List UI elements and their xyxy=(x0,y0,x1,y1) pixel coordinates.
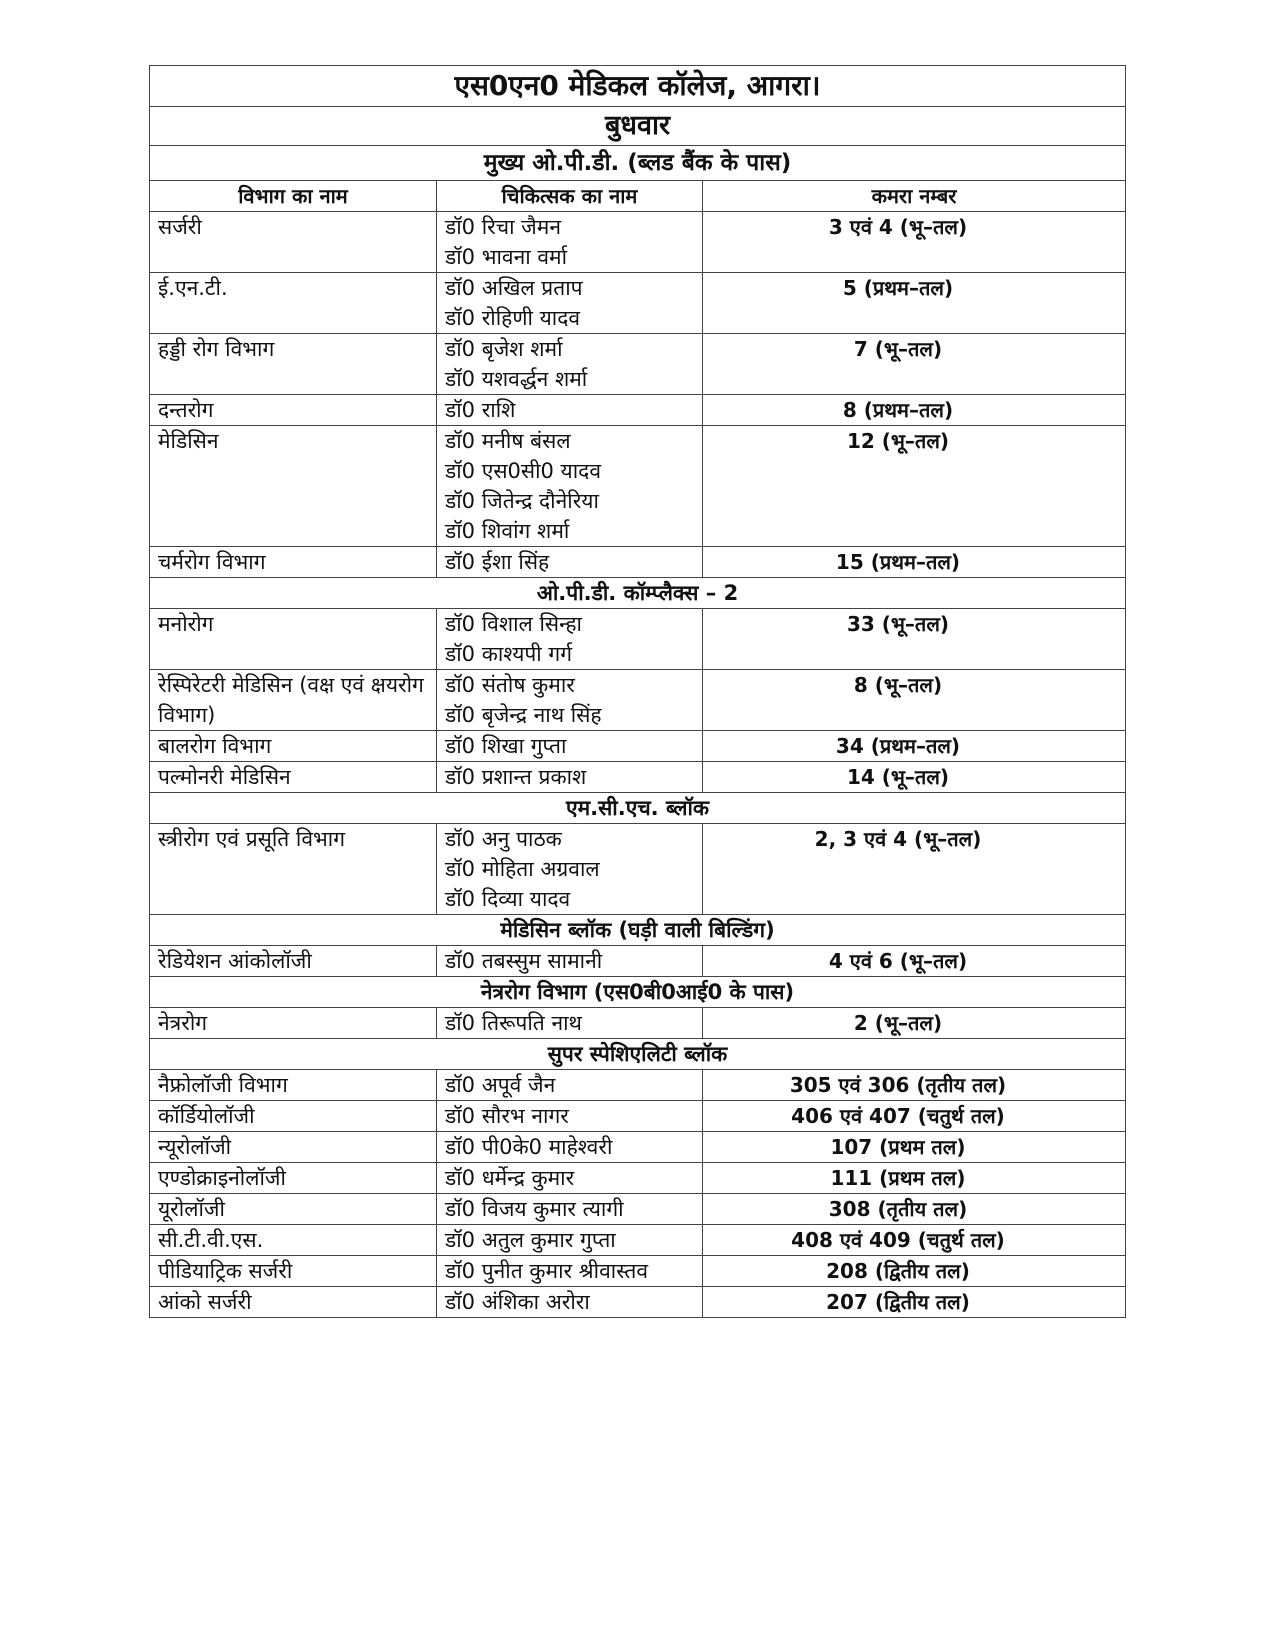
doctor-names xyxy=(437,1225,703,1256)
document-title: एस0एन0 मेडिकल कॉलेज, आगरा। xyxy=(150,66,1126,107)
doctor-names xyxy=(437,946,703,977)
section-heading: एम.सी.एच. ब्लॉक xyxy=(150,793,1126,824)
section-heading-row xyxy=(150,146,1126,181)
room-number: 34 (प्रथम–तल) xyxy=(703,731,1126,762)
table-row xyxy=(150,762,1126,793)
table-row xyxy=(150,670,1126,731)
doctor-names xyxy=(437,273,703,334)
doctor-name: डॉ0 तिरूपति नाथ xyxy=(445,1011,582,1035)
column-header-doctor: चिकित्सक का नाम xyxy=(437,181,703,212)
doctor-names xyxy=(437,609,703,670)
opd-schedule-table xyxy=(149,65,1126,1318)
room-number: 4 एवं 6 (भू–तल) xyxy=(703,946,1126,977)
doctor-names xyxy=(437,824,703,915)
room-number: 5 (प्रथम–तल) xyxy=(703,273,1126,334)
section-heading: मुख्य ओ.पी.डी. (ब्लड बैंक के पास) xyxy=(150,146,1126,181)
doctor-names xyxy=(437,547,703,578)
room-number: 2 (भू–तल) xyxy=(703,1008,1126,1039)
doctor-name: डॉ0 विजय कुमार त्यागी xyxy=(445,1197,624,1221)
doctor-name: डॉ0 बृजेश शर्मा xyxy=(445,337,563,361)
doctor-name: डॉ0 अनु पाठक xyxy=(445,827,562,851)
department-name: दन्तरोग xyxy=(150,395,437,426)
department-name: आंको सर्जरी xyxy=(150,1287,437,1318)
table-row xyxy=(150,731,1126,762)
day-row xyxy=(150,107,1126,146)
doctor-names xyxy=(437,1163,703,1194)
room-number: 3 एवं 4 (भू–तल) xyxy=(703,212,1126,273)
room-number: 12 (भू–तल) xyxy=(703,426,1126,547)
department-name: सर्जरी xyxy=(150,212,437,273)
department-name: रेडियेशन आंकोलॉजी xyxy=(150,946,437,977)
room-number: 14 (भू–तल) xyxy=(703,762,1126,793)
doctor-name: डॉ0 जितेन्द्र दौनेरिया xyxy=(445,489,599,513)
doctor-name: डॉ0 राशि xyxy=(445,398,516,422)
department-name: नैफ्रोलॉजी विभाग xyxy=(150,1070,437,1101)
room-number: 15 (प्रथम–तल) xyxy=(703,547,1126,578)
doctor-names xyxy=(437,670,703,731)
department-name: स्त्रीरोग एवं प्रसूति विभाग xyxy=(150,824,437,915)
doctor-name: डॉ0 ईशा सिंह xyxy=(445,550,550,574)
table-row xyxy=(150,273,1126,334)
room-number: 8 (प्रथम–तल) xyxy=(703,395,1126,426)
doctor-name: डॉ0 भावना वर्मा xyxy=(445,245,568,269)
section-heading-row xyxy=(150,1039,1126,1070)
doctor-name: डॉ0 काश्यपी गर्ग xyxy=(445,642,573,666)
department-name: न्यूरोलॉजी xyxy=(150,1132,437,1163)
department-name: एण्डोक्राइनोलॉजी xyxy=(150,1163,437,1194)
section-heading: मेडिसिन ब्लॉक (घड़ी वाली बिल्डिंग) xyxy=(150,915,1126,946)
doctor-name: डॉ0 एस0सी0 यादव xyxy=(445,459,601,483)
doctor-name: डॉ0 अपूर्व जैन xyxy=(445,1073,556,1097)
section-heading-row xyxy=(150,977,1126,1008)
room-number: 406 एवं 407 (चतुर्थ तल) xyxy=(703,1101,1126,1132)
doctor-name: डॉ0 पी0के0 माहेश्वरी xyxy=(445,1135,613,1159)
doctor-names xyxy=(437,334,703,395)
doctor-name: डॉ0 रोहिणी यादव xyxy=(445,306,581,330)
room-number: 111 (प्रथम तल) xyxy=(703,1163,1126,1194)
room-number: 207 (द्वितीय तल) xyxy=(703,1287,1126,1318)
doctor-names xyxy=(437,1194,703,1225)
room-number: 33 (भू–तल) xyxy=(703,609,1126,670)
table-row xyxy=(150,395,1126,426)
room-number: 7 (भू–तल) xyxy=(703,334,1126,395)
doctor-names xyxy=(437,1101,703,1132)
department-name: हड्डी रोग विभाग xyxy=(150,334,437,395)
table-row xyxy=(150,609,1126,670)
doctor-name: डॉ0 रिचा जैमन xyxy=(445,215,561,239)
department-name: यूरोलॉजी xyxy=(150,1194,437,1225)
room-number: 305 एवं 306 (तृतीय तल) xyxy=(703,1070,1126,1101)
table-row xyxy=(150,1101,1126,1132)
department-name: बालरोग विभाग xyxy=(150,731,437,762)
section-heading: ओ.पी.डी. कॉम्प्लैक्स – 2 xyxy=(150,578,1126,609)
table-row xyxy=(150,1132,1126,1163)
table-row xyxy=(150,1008,1126,1039)
doctor-name: डॉ0 अखिल प्रताप xyxy=(445,276,583,300)
section-heading: सुपर स्पेशिएलिटी ब्लॉक xyxy=(150,1039,1126,1070)
title-row xyxy=(150,66,1126,107)
section-heading-row xyxy=(150,578,1126,609)
room-number: 107 (प्रथम तल) xyxy=(703,1132,1126,1163)
day-heading: बुधवार xyxy=(150,107,1126,146)
doctor-names xyxy=(437,1070,703,1101)
doctor-names xyxy=(437,762,703,793)
room-number: 308 (तृतीय तल) xyxy=(703,1194,1126,1225)
doctor-name: डॉ0 तबस्सुम सामानी xyxy=(445,949,603,973)
doctor-name: डॉ0 शिवांग शर्मा xyxy=(445,519,570,543)
department-name: रेस्पिरेटरी मेडिसिन (वक्ष एवं क्षयरोग विभाग) xyxy=(150,670,437,731)
table-row xyxy=(150,824,1126,915)
room-number: 2, 3 एवं 4 (भू–तल) xyxy=(703,824,1126,915)
doctor-name: डॉ0 धर्मेन्द्र कुमार xyxy=(445,1166,575,1190)
table-row xyxy=(150,1194,1126,1225)
doctor-names xyxy=(437,212,703,273)
table-row xyxy=(150,426,1126,547)
doctor-names xyxy=(437,1256,703,1287)
table-row xyxy=(150,1163,1126,1194)
department-name: पीडियाट्रिक सर्जरी xyxy=(150,1256,437,1287)
doctor-name: डॉ0 प्रशान्त प्रकाश xyxy=(445,765,587,789)
section-heading: नेत्ररोग विभाग (एस0बी0आई0 के पास) xyxy=(150,977,1126,1008)
department-name: कॉर्डियोलॉजी xyxy=(150,1101,437,1132)
table-row xyxy=(150,1070,1126,1101)
doctor-name: डॉ0 सौरभ नागर xyxy=(445,1104,569,1128)
section-heading-row xyxy=(150,793,1126,824)
doctor-name: डॉ0 मोहिता अग्रवाल xyxy=(445,857,600,881)
table-row xyxy=(150,212,1126,273)
department-name: नेत्ररोग xyxy=(150,1008,437,1039)
department-name: सी.टी.वी.एस. xyxy=(150,1225,437,1256)
column-header-department: विभाग का नाम xyxy=(150,181,437,212)
doctor-name: डॉ0 अंशिका अरोरा xyxy=(445,1290,590,1314)
doctor-names xyxy=(437,1008,703,1039)
department-name: मनोरोग xyxy=(150,609,437,670)
department-name: ई.एन.टी. xyxy=(150,273,437,334)
table-row xyxy=(150,547,1126,578)
doctor-name: डॉ0 यशवर्द्धन शर्मा xyxy=(445,367,588,391)
department-name: पल्मोनरी मेडिसिन xyxy=(150,762,437,793)
doctor-names xyxy=(437,731,703,762)
department-name: चर्मरोग विभाग xyxy=(150,547,437,578)
doctor-name: डॉ0 शिखा गुप्ता xyxy=(445,734,567,758)
doctor-names xyxy=(437,395,703,426)
doctor-name: डॉ0 दिव्या यादव xyxy=(445,887,571,911)
doctor-name: डॉ0 मनीष बंसल xyxy=(445,429,571,453)
table-row xyxy=(150,1225,1126,1256)
room-number: 208 (द्वितीय तल) xyxy=(703,1256,1126,1287)
table-row xyxy=(150,1287,1126,1318)
table-row xyxy=(150,1256,1126,1287)
section-heading-row xyxy=(150,915,1126,946)
doctor-names xyxy=(437,426,703,547)
doctor-name: डॉ0 अतुल कुमार गुप्ता xyxy=(445,1228,616,1252)
column-header-room: कमरा नम्बर xyxy=(703,181,1126,212)
room-number: 8 (भू–तल) xyxy=(703,670,1126,731)
doctor-names xyxy=(437,1132,703,1163)
department-name: मेडिसिन xyxy=(150,426,437,547)
doctor-names xyxy=(437,1287,703,1318)
doctor-name: डॉ0 बृजेन्द्र नाथ सिंह xyxy=(445,703,602,727)
doctor-name: डॉ0 पुनीत कुमार श्रीवास्तव xyxy=(445,1259,649,1283)
doctor-name: डॉ0 संतोष कुमार xyxy=(445,673,575,697)
doctor-name: डॉ0 विशाल सिन्हा xyxy=(445,612,582,636)
table-row xyxy=(150,334,1126,395)
column-header-row xyxy=(150,181,1126,212)
table-body xyxy=(150,66,1126,1318)
table-row xyxy=(150,946,1126,977)
room-number: 408 एवं 409 (चतुर्थ तल) xyxy=(703,1225,1126,1256)
